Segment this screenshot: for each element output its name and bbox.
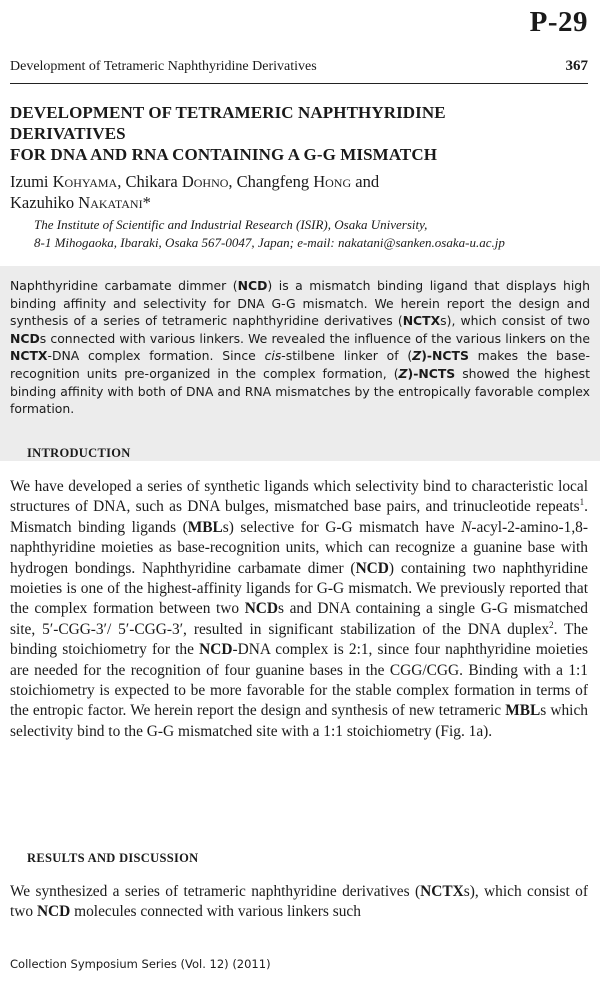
corresponding-mark: * [142, 193, 151, 212]
section-heading-introduction: INTRODUCTION [27, 446, 131, 460]
introduction-paragraph: We have developed a series of synthetic ligands which selectivity bind to characteristic local structures of DNA, such as DNA bulges, mismatched base pairs, and trinucleotide repeats$^1$. Mismatch binding ligands (MBLs) selective for G-G mismatch have N-acyl-2-amino-1,8-naphthyridine moieties as base-recognition units, which can recognize a guanine base with hydrogen bondings. Naphthyridine carbamate dimer (NCD) containing two naphthyridine moieties is one of the highest-affinity ligands for G-G mismatch. We previously reported that the complex formation between two NCDs and DNA containing a single G-G mismatched site, 5′-CGG-3′/ 5′-CGG-3′, resulted in significant stabilization of the DNA duplex$^2$. The binding stoichiometry for the NCD-DNA complex is 2:1, since four naphthyridine moieties are needed for the recognition of four guanine bases in the CGG/CGG. Binding with a 1:1 stoichiometry is expected to be more favorable for the stable complex formation in terms of the entropic factor. We herein report the design and synthesis of new tetrameric MBLs which selectivity bind to the G-G mismatched site with a 1:1 stoichiometry (Fig. 1a). [10, 478, 588, 740]
reference-2: 2 [549, 619, 554, 630]
author-list [10, 171, 560, 213]
running-head-title: Development of Tetrameric Naphthyridine Derivatives [10, 59, 317, 74]
section-heading-results: RESULTS AND DISCUSSION [27, 851, 199, 865]
footer-citation: Collection Symposium Series (Vol. 12) (2011) [10, 957, 271, 971]
author-3-last: Hong [313, 172, 352, 191]
running-head [10, 58, 588, 75]
abstract-box [0, 266, 600, 461]
reference-1: 1 [579, 497, 585, 508]
header-rule [10, 83, 588, 84]
affiliation-line-2: 8-1 Mihogaoka, Ibaraki, Osaka 567-0047, Japan; e-mail: nakatani@sanken.osaka-u.ac.jp [34, 235, 505, 250]
author-sep: , [228, 172, 237, 191]
introduction-body [10, 477, 588, 742]
affiliation-line-1: The Institute of Scientific and Industrial Research (ISIR), Osaka University, [34, 217, 428, 232]
affiliation [34, 216, 580, 252]
results-paragraph: We synthesized a series of tetrameric naphthyridine derivatives (NCTXs), which consist of two NCD molecules connected with various linkers such [10, 883, 588, 921]
author-2-first: Chikara [125, 172, 182, 191]
author-4-last: Nakatani [78, 193, 143, 212]
results-body [10, 882, 588, 923]
abstract-text: Naphthyridine carbamate dimmer (NCD) is a mismatch binding ligand that displays high binding affinity and selectivity for DNA G-G mismatch. We herein report the design and synthesis of a series of tetrameric naphthyridine derivatives (NCTXs), which consist of two NCDs connected with various linkers. We revealed the influence of the various linkers on the NCTX-DNA complex formation. Since cis-stilbene linker of (Z)-NCTS makes the base-recognition units pre-organized in the complex formation, (Z)-NCTS showed the highest binding affinity with both of DNA and RNA mismatches by the entropically favorable complex formation. [10, 278, 591, 417]
author-sep: and [351, 172, 380, 191]
author-1-last: Kohyama [52, 172, 118, 191]
title-line-1: DEVELOPMENT OF TETRAMERIC NAPHTHYRIDINE DERIVATIVES [10, 103, 446, 143]
title-line-2: FOR DNA AND RNA CONTAINING A G-G MISMATCH [10, 145, 438, 164]
author-2-last: Dohno [181, 172, 229, 191]
paper-title [10, 102, 560, 165]
author-1-first: Izumi [10, 172, 53, 191]
page-number: 367 [565, 58, 588, 74]
author-4-first: Kazuhiko [10, 193, 79, 212]
poster-code: P-29 [529, 6, 588, 38]
author-sep: , [117, 172, 126, 191]
author-3-first: Changfeng [236, 172, 314, 191]
